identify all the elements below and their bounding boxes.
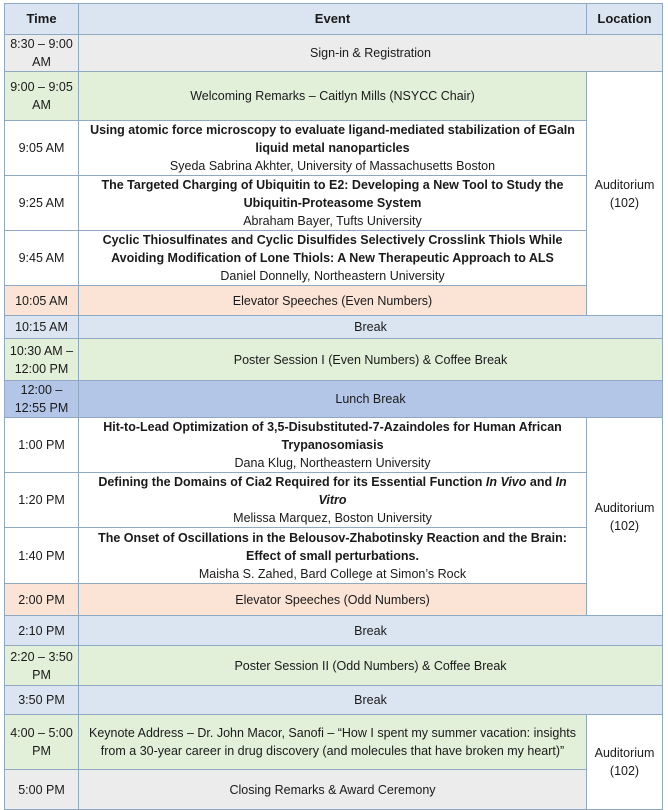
talk-title: Cyclic Thiosulfinates and Cyclic Disulfides Selectively Crosslink Thiols While Avoiding Modification of Lone Thiols: A New Therapeutic Approach to ALS — [102, 233, 563, 265]
event-cell: Break — [79, 316, 663, 339]
location-cell: Auditorium (102) — [587, 72, 663, 316]
location-cell: Auditorium (102) — [587, 715, 663, 810]
table-row — [5, 339, 663, 381]
table-row — [5, 715, 663, 770]
time-cell: 9:00 – 9:05 AM — [5, 72, 79, 121]
table-row — [5, 770, 663, 810]
talk-title: The Targeted Charging of Ubiquitin to E2: Developing a New Tool to Study the Ubiquitin-Proteasome System — [101, 178, 564, 210]
event-cell: Elevator Speeches (Even Numbers) — [79, 286, 587, 316]
talk-title: The Onset of Oscillations in the Belousov-Zhabotinsky Reaction and the Brain: Effect of small perturbations. — [98, 530, 567, 563]
table-row — [5, 231, 663, 286]
event-cell: Sign-in & Registration — [79, 35, 663, 72]
talk-title-part: Defining the Domains of Cia2 Required for its Essential Function — [98, 475, 486, 489]
table-row — [5, 176, 663, 231]
location-cell: Auditorium (102) — [587, 418, 663, 616]
event-cell: Poster Session I (Even Numbers) & Coffee Break — [79, 339, 663, 381]
table-row — [5, 286, 663, 316]
time-cell: 10:15 AM — [5, 316, 79, 339]
event-cell: Elevator Speeches (Odd Numbers) — [79, 584, 587, 616]
table-row — [5, 316, 663, 339]
table-row — [5, 584, 663, 616]
event-cell: Closing Remarks & Award Ceremony — [79, 770, 587, 810]
talk-title: Hit-to-Lead Optimization of 3,5-Disubstituted-7-Azaindoles for Human African Trypanosomiasis — [103, 420, 562, 452]
table-row — [5, 72, 663, 121]
time-cell: 9:45 AM — [5, 231, 79, 286]
talk-title-italic: In Vitro — [318, 475, 567, 507]
talk-cell — [79, 528, 587, 584]
table-row — [5, 381, 663, 418]
time-cell: 1:00 PM — [5, 418, 79, 473]
talk-cell — [79, 121, 587, 176]
time-cell: 2:20 – 3:50 PM — [5, 646, 79, 686]
event-cell: Poster Session II (Odd Numbers) & Coffee Break — [79, 646, 663, 686]
table-row — [5, 121, 663, 176]
table-row — [5, 686, 663, 715]
table-row — [5, 35, 663, 72]
time-cell: 2:10 PM — [5, 616, 79, 646]
talk-author: Maisha S. Zahed, Bard College at Simon’s Rock — [198, 566, 467, 581]
talk-cell — [79, 231, 587, 286]
talk-title — [83, 473, 582, 509]
talk-cell — [79, 473, 587, 528]
time-cell: 8:30 – 9:00 AM — [5, 35, 79, 72]
time-cell: 12:00 – 12:55 PM — [5, 381, 79, 418]
time-cell: 9:25 AM — [5, 176, 79, 231]
event-cell: Break — [79, 616, 663, 646]
table-row — [5, 418, 663, 473]
time-cell: 4:00 – 5:00 PM — [5, 715, 79, 770]
time-cell: 5:00 PM — [5, 770, 79, 810]
schedule-table — [4, 3, 663, 810]
table-row — [5, 528, 663, 584]
event-cell: Welcoming Remarks – Caitlyn Mills (NSYCC Chair) — [79, 72, 587, 121]
talk-author: Syeda Sabrina Akhter, University of Massachusetts Boston — [169, 159, 496, 173]
talk-author: Abraham Bayer, Tufts University — [243, 214, 422, 228]
talk-title: Using atomic force microscopy to evaluate ligand-mediated stabilization of EGaIn liquid metal nanoparticles — [90, 123, 575, 155]
table-header-row — [5, 4, 663, 35]
table-row — [5, 646, 663, 686]
time-cell: 3:50 PM — [5, 686, 79, 715]
talk-title-part: and — [526, 475, 556, 489]
talk-title-italic: In Vivo — [485, 475, 527, 489]
event-header: Event — [79, 4, 587, 35]
time-cell: 10:05 AM — [5, 286, 79, 316]
event-cell: Keynote Address – Dr. John Macor, Sanofi – “How I spent my summer vacation: insights from a 30-year career in drug discovery (and molecules that have broken my heart)” — [79, 715, 587, 770]
talk-author: Daniel Donnelly, Northeastern University — [220, 269, 445, 283]
talk-author: Dana Klug, Northeastern University — [234, 456, 431, 470]
time-cell: 1:40 PM — [5, 528, 79, 584]
time-cell: 1:20 PM — [5, 473, 79, 528]
table-row — [5, 473, 663, 528]
event-cell: Break — [79, 686, 663, 715]
talk-cell — [79, 418, 587, 473]
location-header: Location — [587, 4, 663, 35]
time-cell: 2:00 PM — [5, 584, 79, 616]
event-cell: Lunch Break — [79, 381, 663, 418]
time-cell: 9:05 AM — [5, 121, 79, 176]
time-header: Time — [5, 4, 79, 35]
talk-author: Melissa Marquez, Boston University — [233, 511, 432, 525]
table-row — [5, 616, 663, 646]
talk-cell — [79, 176, 587, 231]
time-cell: 10:30 AM – 12:00 PM — [5, 339, 79, 381]
